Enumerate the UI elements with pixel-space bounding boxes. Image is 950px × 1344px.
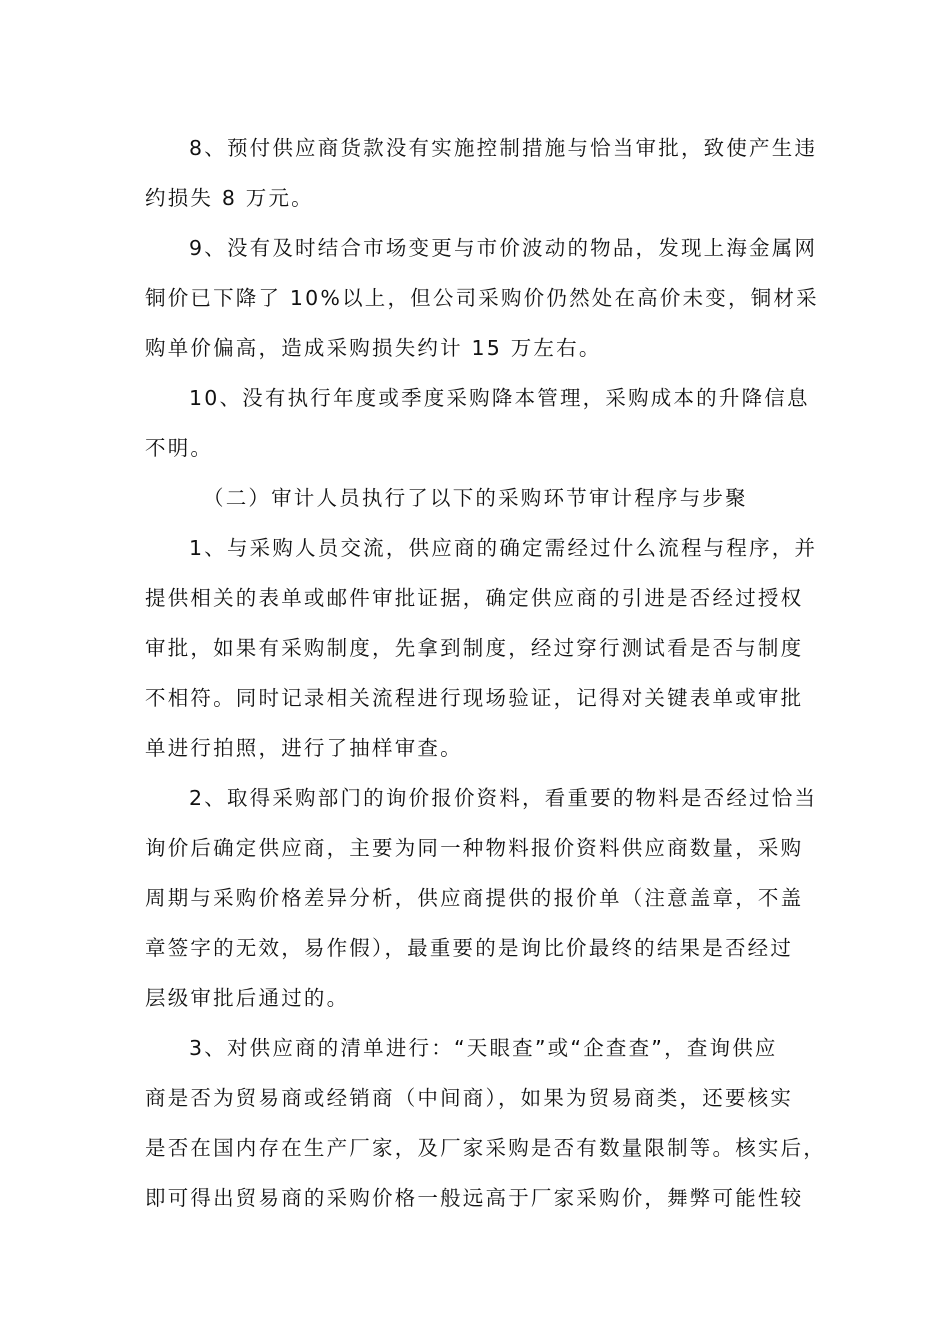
text-line: 1、与采购人员交流，供应商的确定需经过什么流程与程序，并 [189, 536, 818, 560]
text-line: 不相符。同时记录相关流程进行现场验证，记得对关键表单或审批 [145, 686, 804, 710]
text-line: 章签字的无效，易作假），最重要的是询比价最终的结果是否经过 [145, 936, 794, 960]
text-line: 提供相关的表单或邮件审批证据，确定供应商的引进是否经过授权 [145, 586, 804, 610]
text-line: 约损失 8 万元。 [145, 186, 314, 210]
text-line: 9、没有及时结合市场变更与市价波动的物品，发现上海金属网 [189, 236, 818, 260]
text-line: 是否在国内存在生产厂家，及厂家采购是否有数量限制等。核实后， [145, 1136, 826, 1160]
text-line: 2、取得采购部门的询价报价资料，看重要的物料是否经过恰当 [189, 786, 818, 810]
text-line: 询价后确定供应商，主要为同一种物料报价资料供应商数量，采购 [145, 836, 804, 860]
text-line: 单进行拍照，进行了抽样审查。 [145, 736, 463, 760]
text-line: 3、对供应商的清单进行：“天眼查”或“企查查”，查询供应 [189, 1036, 778, 1060]
text-line: 商是否为贸易商或经销商（中间商），如果为贸易商类，还要核实 [145, 1086, 794, 1110]
text-line: 周期与采购价格差异分析，供应商提供的报价单（注意盖章，不盖 [145, 886, 804, 910]
text-line: 不明。 [145, 436, 214, 460]
section-heading: （二）审计人员执行了以下的采购环节审计程序与步聚 [203, 486, 748, 510]
text-line: 层级审批后通过的。 [145, 986, 350, 1010]
text-line: 购单价偏高，造成采购损失约计 15 万左右。 [145, 336, 602, 360]
document-body [145, 123, 825, 1223]
text-line: 即可得出贸易商的采购价格一般远高于厂家采购价，舞弊可能性较 [145, 1186, 804, 1210]
text-line: 铜价已下降了 10%以上，但公司采购价仍然处在高价未变，铜材采 [145, 286, 819, 310]
text-line: 审批，如果有采购制度，先拿到制度，经过穿行测试看是否与制度 [145, 636, 804, 660]
text-line: 8、预付供应商货款没有实施控制措施与恰当审批，致使产生违 [189, 136, 818, 160]
text-line: 10、没有执行年度或季度采购降本管理，采购成本的升降信息 [189, 386, 810, 410]
